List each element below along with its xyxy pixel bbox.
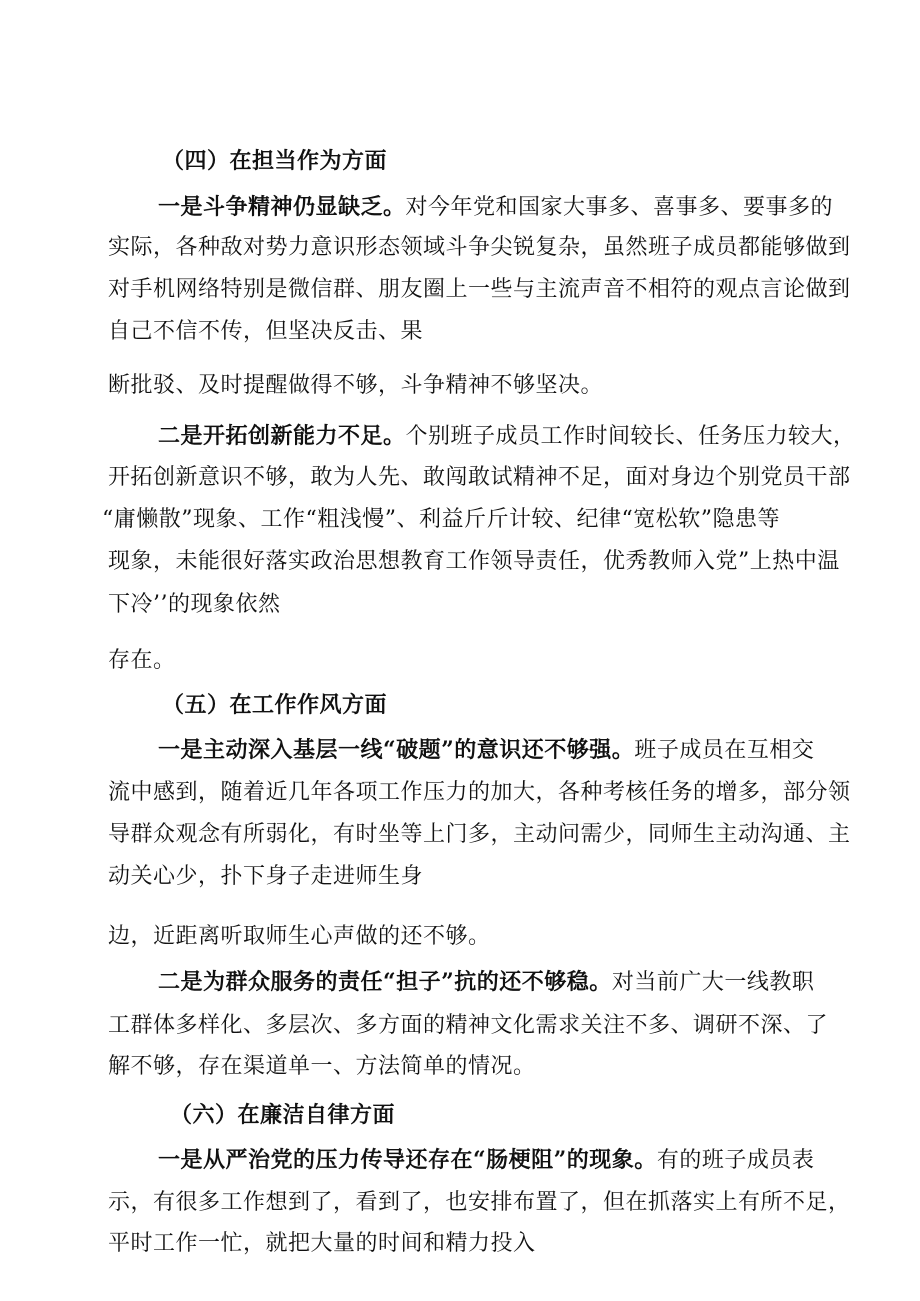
- section-heading: （六）在廉洁自律方面: [170, 1102, 396, 1128]
- paragraph-line: 现象，未能很好落实政治思想教育工作领导责任，优秀教师入党”上热中温: [108, 549, 840, 574]
- paragraph-text: 个别班子成员工作时间较长、任务压力较大，: [405, 424, 856, 449]
- paragraph-line: [158, 967, 814, 998]
- paragraph-lead: 二是开拓创新能力不足。: [158, 423, 406, 449]
- paragraph-line: [158, 192, 833, 223]
- paragraph-line: “庸懒散”现象、工作“粗浅慢”、利益斤斤计较、纪律“宽松软”隐患等: [102, 507, 780, 532]
- paragraph-line: 存在。: [108, 648, 176, 673]
- paragraph-line: 自己不信不传，但坚决反击、果: [108, 319, 424, 344]
- paragraph-line: 导群众观念有所弱化，有时坐等上门多，主动问需少，同师生主动沟通、主: [108, 822, 851, 847]
- paragraph-line: 实际，各种敌对势力意识形态领域斗争尖锐复杂，虽然班子成员都能够做到: [108, 235, 851, 260]
- paragraph-line: 开拓创新意识不够，敢为人先、敢闯敢试精神不足，面对身边个别党员干部: [108, 465, 851, 490]
- paragraph-line: [158, 421, 856, 452]
- paragraph-line: 工群体多样化、多层次、多方面的精神文化需求关注不多、调研不深、了: [108, 1013, 829, 1038]
- paragraph-line: 流中感到，随着近几年各项工作压力的加大，各种考核任务的增多，部分领: [108, 780, 851, 805]
- section-heading: （五）在工作作风方面: [162, 692, 388, 718]
- paragraph-lead: 一是斗争精神仍显缺乏。: [158, 194, 406, 220]
- paragraph-line: 动关心少，扑下身子走进师生身: [108, 864, 424, 889]
- paragraph-text: 对今年党和国家大事多、喜事多、要事多的: [405, 195, 834, 220]
- paragraph-text: 有的班子成员表: [656, 1148, 815, 1173]
- paragraph-lead: 二是为群众服务的责任“担子”抗的还不够稳。: [158, 969, 612, 995]
- paragraph-line: 对手机网络特别是微信群、朋友圈上一些与主流声音不相符的观点言论做到: [108, 277, 851, 302]
- section-heading: （四）在担当作为方面: [162, 148, 388, 174]
- paragraph-line: [158, 1145, 814, 1176]
- paragraph-line: 解不够，存在渠道单一、方法简单的情况。: [108, 1054, 536, 1079]
- paragraph-line: 示，有很多工作想到了，看到了，也安排布置了，但在抓落实上有所不足，: [108, 1190, 851, 1215]
- paragraph-line: 平时工作一忙，就把大量的时间和精力投入: [108, 1231, 536, 1256]
- paragraph-lead: 一是主动深入基层一线“破题”的意识还不够强。: [158, 737, 635, 763]
- paragraph-lead: 一是从严治党的压力传导还存在“肠梗阻”的现象。: [158, 1147, 657, 1173]
- paragraph-text: 对当前广大一线教职: [611, 970, 815, 995]
- paragraph-text: 班子成员在互相交: [634, 738, 815, 763]
- paragraph-line: 断批驳、及时提醒做得不够，斗争精神不够坚决。: [108, 373, 604, 398]
- paragraph-line: [158, 735, 814, 766]
- paragraph-line: 下冷’’的现象依然: [108, 592, 281, 617]
- paragraph-line: 边，近距离听取师生心声做的还不够。: [108, 924, 491, 949]
